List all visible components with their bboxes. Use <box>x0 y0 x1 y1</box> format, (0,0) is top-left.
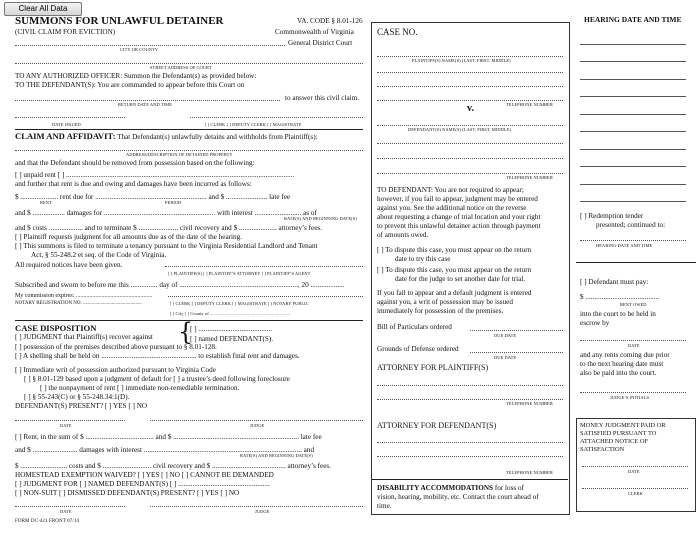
form-title: SUMMONS FOR UNLAWFUL DETAINER <box>15 15 224 27</box>
disability-line-3: time. <box>377 502 392 510</box>
defendant-line-3[interactable] <box>377 158 563 159</box>
judgment-against-option[interactable]: [ ] ......................................... <box>190 325 273 333</box>
claim-heading-text: That Defendant(s) unlawfully detains and withholds from Plaintiff(s): <box>117 133 318 141</box>
rent-owed-label: RENT OWED <box>620 302 647 307</box>
hearing-line-1[interactable] <box>580 44 686 45</box>
plaintiff-telephone-label: TELEPHONE NUMBER <box>506 102 553 107</box>
judge-field-1[interactable] <box>150 420 363 421</box>
attorney-plaintiff-label: ATTORNEY FOR PLAINTIFF(S) <box>377 363 489 372</box>
notice-line-6: of amounts owed. <box>377 231 429 239</box>
hearing-line-6[interactable] <box>580 131 686 132</box>
nonpayment-option[interactable]: [ ] the nonpayment of rent [ ] immediate non-remediable termination. <box>40 384 240 392</box>
case-no-label: CASE NO. <box>377 27 418 37</box>
defendant-line-4[interactable] <box>377 173 563 174</box>
request-judgment-option[interactable]: [ ] Plaintiff requests judgment for all amounts due as of the date of the hearing. <box>15 233 243 241</box>
claim-heading: CLAIM AND AFFIDAVIT: <box>15 131 116 141</box>
named-defendants-option[interactable]: [ ] named DEFENDANT(S). <box>190 335 274 343</box>
attorney-defendant-line-1[interactable] <box>377 442 563 443</box>
notice-line-4: about requesting a change of trial location and your right <box>377 213 541 221</box>
default-judgment-option[interactable]: [ ] § 8.01-129 based upon a judgment of default for [ ] a trustee’s deed following foreclosure <box>24 375 290 383</box>
fail-line-3: immediately for possession of the premises. <box>377 307 504 315</box>
judge-label-1: JUDGE <box>250 423 265 428</box>
issuer-role-options[interactable]: [ ] CLERK [ ] DEPUTY CLERK [ ] MAGISTRATE <box>205 122 302 127</box>
attorney-defendant-label: ATTORNEY FOR DEFENDANT(S) <box>377 421 497 430</box>
grounds-due-date-field[interactable] <box>470 352 563 353</box>
grounds-due-date-label: DUE DATE <box>494 355 517 360</box>
notices-given: All required notices have been given. <box>15 261 123 269</box>
homestead-line[interactable]: HOMESTEAD EXEMPTION WAIVED? [ ] YES [ ] NO [ ] CANNOT BE DEMANDED <box>15 471 274 479</box>
plaintiff-line-3[interactable] <box>377 86 563 87</box>
property-address-field[interactable] <box>15 150 363 151</box>
hearing-line-9[interactable] <box>580 184 686 185</box>
brace-icon: { <box>178 318 194 346</box>
clerk-label: CLERK <box>628 491 643 496</box>
rents-line-2: to the next hearing date must <box>580 360 664 368</box>
hearing-line-2[interactable] <box>580 61 686 62</box>
disability-line-1 <box>377 484 524 492</box>
hearing-line-5[interactable] <box>580 114 686 115</box>
defendant-name-label: DEFENDANT(S) NAME(S) (LAST, FIRST, MIDDLE) <box>408 127 512 132</box>
money-line-1: MONEY JUDGMENT PAID OR <box>580 422 666 429</box>
date-issued-field[interactable] <box>15 117 125 118</box>
grounds-defense: Grounds of Defense ordered <box>377 345 459 353</box>
money-line-3: ATTACHED NOTICE OF <box>580 438 649 445</box>
attorney-defendant-telephone: TELEPHONE NUMBER <box>506 470 553 475</box>
judge-field-2[interactable] <box>150 506 363 507</box>
judgment-for-line[interactable]: [ ] JUDGMENT FOR [ ] NAMED DEFENDANT(S) [ ] ................................................... <box>15 480 270 488</box>
hearing-date-heading: HEARING DATE AND TIME <box>584 15 682 24</box>
clerk-signature-field[interactable] <box>582 488 688 489</box>
possession-option[interactable]: [ ] possession of the premises described above pursuant to § 8.01-128. <box>15 343 217 351</box>
escrow-line-2: escrow by <box>580 319 610 327</box>
hearing-option[interactable]: [ ] A shelling shall be held on ..................................................... to establish final rent and damages. <box>15 352 300 360</box>
defendant-line-2[interactable] <box>377 143 563 144</box>
return-date-label: RETURN DATE AND TIME <box>118 102 172 107</box>
judge-label-2: JUDGE <box>255 509 270 514</box>
plaintiff-line-4[interactable] <box>377 100 563 101</box>
commonwealth: Commonwealth of Virginia <box>275 28 354 36</box>
notary-registration[interactable]: NOTARY REGISTRATION NO. ............................................... <box>15 301 142 306</box>
notice-line-5: to prevent this unlawful detainer action through payment <box>377 222 541 230</box>
hearing-line-3[interactable] <box>580 79 686 80</box>
property-address-label: ADDRESS/DESCRIPTION OF DETAINED PROPERTY <box>126 152 233 157</box>
claim-heading-row <box>15 132 318 141</box>
escrow-date-field[interactable] <box>580 340 686 341</box>
further-text: and further that rent is due and owing and damages have been incurred as follows: <box>15 180 252 188</box>
city-county-field[interactable] <box>15 45 285 46</box>
escrow-date-label: DATE <box>628 343 640 348</box>
city-county-options[interactable]: [ ] City [ ] County of ................................................................... <box>170 311 291 316</box>
plaintiff-name-label: PLAINTIFF(S) NAME(S) (LAST, FIRST, MIDDLE) <box>412 58 511 63</box>
dispute-option-1[interactable]: [ ] To dispute this case, you must appear on the return <box>377 246 532 254</box>
defendant-name-field[interactable] <box>377 125 563 126</box>
va-code: VA. CODE § 8.01-126 <box>297 17 363 25</box>
attorney-plaintiff-line-2[interactable] <box>377 399 563 400</box>
judge-initials-field[interactable] <box>580 392 686 393</box>
fail-line-2: against you, a writ of possession may be issued <box>377 298 513 306</box>
section-divider <box>15 129 363 130</box>
defendant-present-1[interactable]: DEFENDANT(S) PRESENT? [ ] YES [ ] NO <box>15 402 148 410</box>
street-address-label: STREET ADDRESS OF COURT <box>150 65 212 70</box>
dispute-option-2-cont: date for the judge to set another date for trial. <box>395 275 526 283</box>
rents-line-1: and any rents coming due prior <box>580 351 670 359</box>
continued-date-field[interactable] <box>580 240 686 241</box>
rent-owed-field[interactable]: $ ......................................... <box>580 293 660 301</box>
date-field-1[interactable] <box>15 420 125 421</box>
city-county-label: CITY OR COUNTY <box>120 47 159 52</box>
notary-signature-field[interactable] <box>168 296 363 297</box>
continued-date-label: HEARING DATE AND TIME <box>596 243 653 248</box>
plaintiff-signature-field[interactable] <box>165 266 363 267</box>
notary-role-options[interactable]: [ ] CLERK [ ] DEPUTY CLERK [ ] MAGISTRATE [ ] NOTARY PUBLIC <box>170 301 309 306</box>
satisfaction-date-field[interactable] <box>582 466 688 467</box>
versus-label: v. <box>467 103 474 114</box>
hearing-line-7[interactable] <box>580 149 686 150</box>
defendant-must-pay-option[interactable]: [ ] Defendant must pay: <box>580 278 649 286</box>
date-issued-label: DATE ISSUED <box>52 122 81 127</box>
defendant-telephone-label: TELEPHONE NUMBER <box>506 175 553 180</box>
rate-label-2: RATE(S) AND BEGINNING DATE(S) <box>240 453 313 458</box>
money-line-4: SATISFACTION <box>580 446 625 453</box>
costs-recovery-line[interactable]: $ .......................... costs and $ ........................... civil recovery and $ ......................................... attorney’s fees. <box>15 462 332 470</box>
date-field-2[interactable] <box>15 506 125 507</box>
attorney-plaintiff-telephone: TELEPHONE NUMBER <box>506 401 553 406</box>
disability-heading-text: for loss of <box>494 484 524 492</box>
hearing-line-4[interactable] <box>580 96 686 97</box>
bill-due-date-field[interactable] <box>470 330 563 331</box>
summons-line-officer: TO ANY AUTHORIZED OFFICER: Summon the Defendant(s) as provided below: <box>15 72 257 80</box>
plaintiff-role-options[interactable]: [ ] PLAINTIFF(S) [ ] PLAINTIFF’S ATTORNEY [ ] PLAINTIFF’S AGENT <box>168 271 311 276</box>
escrow-line-1: into the court to be held in <box>580 310 656 318</box>
redemption-option[interactable]: [ ] Redemption tender <box>580 212 644 220</box>
commission-expires[interactable]: My commission expires: ................................................... <box>15 293 153 299</box>
satisfaction-date-label: DATE <box>628 469 640 474</box>
costs-line[interactable]: and $ costs ................... and to terminate $ ...................... civil recovery and $ ..................... attorney’s fees. <box>15 224 323 232</box>
removal-text: and that the Defendant should be removed from possession based on the following: <box>15 159 255 167</box>
writ-option[interactable]: [ ] Immediate writ of possession authorized pursuant to Virginia Code <box>15 366 216 374</box>
fail-line-1: If you fail to appear and a default judgment is entered <box>377 289 532 297</box>
court-name: General District Court <box>288 39 353 47</box>
rate-label: RATE(S) AND BEGINNING DATE(S) <box>284 216 357 221</box>
plaintiff-name-field[interactable] <box>377 56 563 57</box>
bill-due-date-label: DUE DATE <box>494 333 517 338</box>
case-disposition-heading: CASE DISPOSITION <box>15 323 97 333</box>
bill-particulars: Bill of Particulars ordered <box>377 323 452 331</box>
money-line-2: SATISFIED PURSUANT TO <box>580 430 657 437</box>
damages-interest-line[interactable]: and $ ......................... damages with interest ........................................................................................ and <box>15 446 315 454</box>
notice-line-1: TO DEFENDANT: You are not required to appear; <box>377 186 524 194</box>
court-address-field[interactable] <box>15 63 363 64</box>
dispute-option-2[interactable]: [ ] To dispute this case, you must appear on the return <box>377 266 532 274</box>
dispute-option-1-cont: date to try this case <box>395 255 451 263</box>
hearing-line-10[interactable] <box>580 201 686 202</box>
disability-divider <box>372 479 568 480</box>
plaintiff-line-2[interactable] <box>377 72 563 73</box>
notice-line-3: against you. See the additional notice on the reverse <box>377 204 527 212</box>
redemption-continued: presented; continued to: <box>596 221 666 229</box>
answer-text: to answer this civil claim. <box>285 94 360 102</box>
rent-due-line[interactable]: $ ..................... rent due for .............................................................. and $ ....................... late fee <box>15 193 291 201</box>
hearing-line-8[interactable] <box>580 166 686 167</box>
form-subtitle: (CIVIL CLAIM FOR EVICTION) <box>15 28 116 36</box>
clear-all-data-button[interactable]: Clear All Data <box>4 2 82 16</box>
code-section-option[interactable]: [ ] § 55-243(C) or § 55-248.34:1(D). <box>24 393 130 401</box>
form-number: FORM DC-421 FRONT 07/14 <box>15 519 80 524</box>
judgment-line[interactable]: [ ] JUDGMENT that Plaintiff(s) recover against <box>15 333 153 341</box>
notice-line-2: however, if you fail to appear, judgment may be entered <box>377 195 538 203</box>
return-date-field[interactable] <box>15 100 280 101</box>
rents-line-3: also be paid into the court. <box>580 369 657 377</box>
nonsuit-line[interactable]: [ ] NON-SUIT [ ] DISMISSED DEFENDANT(S) PRESENT? [ ] YES [ ] NO <box>15 489 240 497</box>
date-label-2: DATE <box>60 509 72 514</box>
terminate-tenancy-option[interactable]: [ ] This summons is filed to terminate a tenancy pursuant to the Virginia Residential Landlord and Tenant <box>15 242 318 250</box>
sworn-line[interactable]: Subscribed and sworn to before me this ............... day of .................................................................., 20 ................... <box>15 281 345 289</box>
disability-line-2: vision, hearing, mobility, etc. Contact the court ahead of <box>377 493 539 501</box>
judge-initials-label: JUDGE’S INITIALS <box>610 395 650 400</box>
unpaid-rent-option[interactable]: [ ] unpaid rent [ ] ............................................................................................................................... <box>15 171 295 179</box>
disability-heading: DISABILITY ACCOMMODATIONS <box>377 484 494 492</box>
terminate-tenancy-act: Act, § 55-248.2 et seq. of the Code of Virginia. <box>31 251 167 259</box>
rent-sum-line[interactable]: [ ] Rent, in the sum of $ ...................................... and $ ...................................................................... late fee <box>15 433 322 441</box>
rent-label: RENT <box>40 200 52 205</box>
date-label-1: DATE <box>60 423 72 428</box>
issuer-signature-field[interactable] <box>190 117 363 118</box>
period-label: PERIOD <box>165 200 182 205</box>
attorney-plaintiff-line-1[interactable] <box>377 385 563 386</box>
attorney-defendant-line-2[interactable] <box>377 456 563 457</box>
right-divider-1 <box>576 262 696 263</box>
summons-line-defendant: TO THE DEFENDANT(S): You are commanded to appear before this Court on <box>15 81 245 89</box>
damages-line[interactable]: and $ .................. damages for .............................................................. with interest .......................... as of <box>15 209 317 217</box>
